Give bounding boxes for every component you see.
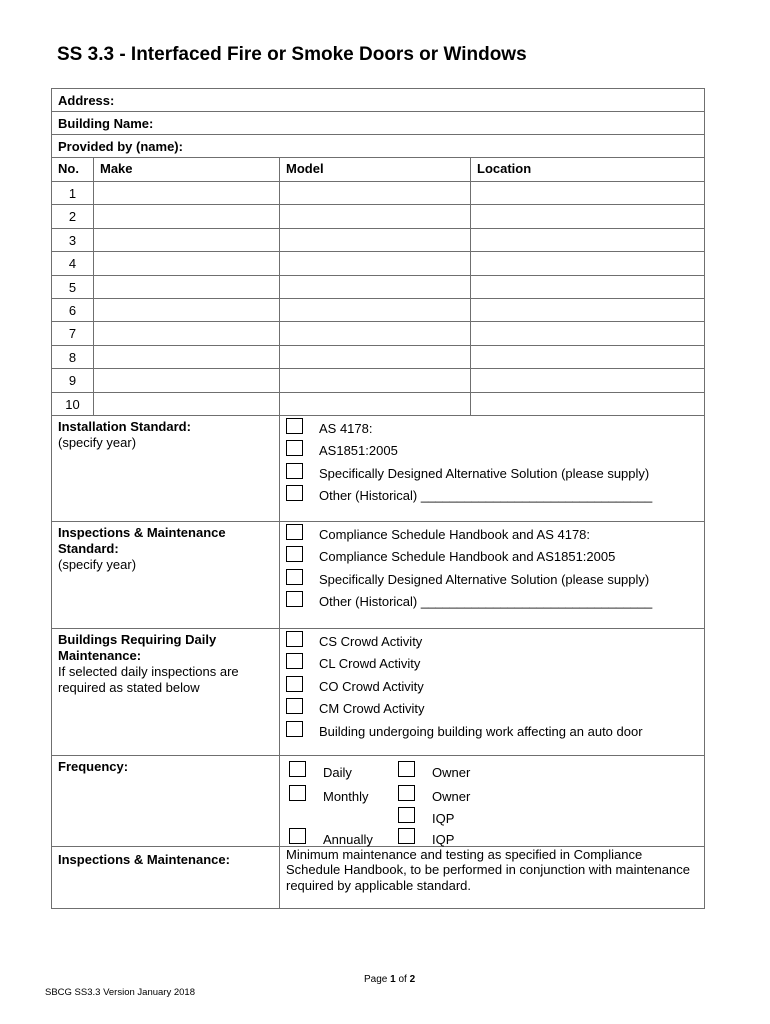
row-number: 1 bbox=[52, 182, 94, 205]
annually-label: Annually bbox=[323, 831, 373, 847]
address-field[interactable] bbox=[52, 89, 705, 112]
building-name-label: Building Name: bbox=[58, 116, 154, 131]
checkbox[interactable] bbox=[286, 440, 303, 456]
maintenance-label-cell bbox=[52, 846, 280, 908]
model-cell[interactable] bbox=[280, 392, 471, 415]
model-cell[interactable] bbox=[280, 298, 471, 321]
table-row bbox=[52, 205, 705, 228]
option-co-crowd[interactable]: CO Crowd Activity bbox=[282, 676, 698, 699]
iqp-monthly-checkbox[interactable] bbox=[398, 807, 415, 823]
option-as4178[interactable]: AS 4178: bbox=[282, 418, 698, 441]
monthly-checkbox[interactable] bbox=[289, 785, 306, 801]
location-cell[interactable] bbox=[471, 228, 705, 251]
option-alternative-solution[interactable]: Specifically Designed Alternative Solution (please supply) bbox=[282, 463, 698, 486]
make-cell[interactable] bbox=[94, 228, 280, 251]
checkbox[interactable] bbox=[286, 485, 303, 501]
frequency-label-cell bbox=[52, 755, 280, 846]
row-number: 5 bbox=[52, 275, 94, 298]
option-handbook-as4178[interactable]: Compliance Schedule Handbook and AS 4178: bbox=[282, 524, 698, 547]
model-cell[interactable] bbox=[280, 228, 471, 251]
maintenance-text: Minimum maintenance and testing as specified in Compliance Schedule Handbook, to be performed in conjunction with maintenance required by applicable standard. bbox=[280, 846, 705, 908]
building-name-field[interactable] bbox=[52, 112, 705, 135]
monthly-label: Monthly bbox=[323, 788, 369, 804]
daily-checkbox[interactable] bbox=[289, 761, 306, 777]
table-row bbox=[52, 298, 705, 321]
inspections-standard-options bbox=[280, 521, 705, 628]
inspections-standard-label-cell bbox=[52, 521, 280, 628]
installation-standard-label-cell bbox=[52, 415, 280, 521]
frequency-label: Frequency: bbox=[58, 758, 129, 774]
make-cell[interactable] bbox=[94, 298, 280, 321]
model-cell[interactable] bbox=[280, 322, 471, 345]
row-number: 8 bbox=[52, 345, 94, 368]
row-number: 3 bbox=[52, 228, 94, 251]
row-number: 9 bbox=[52, 369, 94, 392]
make-cell[interactable] bbox=[94, 392, 280, 415]
make-cell[interactable] bbox=[94, 345, 280, 368]
model-cell[interactable] bbox=[280, 252, 471, 275]
provided-by-label: Provided by (name): bbox=[58, 139, 183, 154]
location-cell[interactable] bbox=[471, 182, 705, 205]
table-row bbox=[52, 182, 705, 205]
checkbox[interactable] bbox=[286, 418, 303, 434]
location-cell[interactable] bbox=[471, 345, 705, 368]
frequency-options bbox=[280, 755, 705, 846]
make-cell[interactable] bbox=[94, 369, 280, 392]
option-other-historical[interactable]: Other (Historical) ________________________________ bbox=[282, 591, 698, 614]
daily-maintenance-options bbox=[280, 628, 705, 755]
row-number: 4 bbox=[52, 252, 94, 275]
model-cell[interactable] bbox=[280, 345, 471, 368]
option-handbook-as1851[interactable]: Compliance Schedule Handbook and AS1851:2005 bbox=[282, 546, 698, 569]
maintenance-label: Inspections & Maintenance: bbox=[58, 851, 230, 867]
checkbox[interactable] bbox=[286, 698, 303, 714]
option-other-historical[interactable]: Other (Historical) ________________________________ bbox=[282, 485, 698, 508]
inspections-standard-sub: (specify year) bbox=[58, 556, 137, 572]
checkbox[interactable] bbox=[286, 653, 303, 669]
page-title: SS 3.3 - Interfaced Fire or Smoke Doors or Windows bbox=[57, 44, 527, 65]
annually-checkbox[interactable] bbox=[289, 828, 306, 844]
table-row bbox=[52, 275, 705, 298]
form-table bbox=[51, 88, 705, 909]
option-building-work[interactable]: Building undergoing building work affecting an auto door bbox=[282, 721, 698, 744]
make-cell[interactable] bbox=[94, 252, 280, 275]
row-number: 10 bbox=[52, 392, 94, 415]
column-header-no: No. bbox=[52, 158, 94, 182]
address-label: Address: bbox=[58, 93, 115, 108]
make-cell[interactable] bbox=[94, 182, 280, 205]
make-cell[interactable] bbox=[94, 205, 280, 228]
iqp-annually-label: IQP bbox=[432, 831, 455, 847]
option-as1851[interactable]: AS1851:2005 bbox=[282, 440, 698, 463]
model-cell[interactable] bbox=[280, 275, 471, 298]
checkbox[interactable] bbox=[286, 721, 303, 737]
daily-maintenance-label-cell bbox=[52, 628, 280, 755]
checkbox[interactable] bbox=[286, 524, 303, 540]
checkbox[interactable] bbox=[286, 463, 303, 479]
owner-monthly-label: Owner bbox=[432, 788, 471, 804]
location-cell[interactable] bbox=[471, 369, 705, 392]
table-row bbox=[52, 322, 705, 345]
location-cell[interactable] bbox=[471, 252, 705, 275]
table-row bbox=[52, 345, 705, 368]
model-cell[interactable] bbox=[280, 369, 471, 392]
installation-standard-label: Installation Standard: bbox=[58, 418, 191, 434]
location-cell[interactable] bbox=[471, 322, 705, 345]
row-number: 2 bbox=[52, 205, 94, 228]
column-header-make: Make bbox=[94, 158, 280, 182]
checkbox[interactable] bbox=[286, 631, 303, 647]
iqp-annually-checkbox[interactable] bbox=[398, 828, 415, 844]
option-cl-crowd[interactable]: CL Crowd Activity bbox=[282, 653, 698, 676]
checkbox[interactable] bbox=[286, 569, 303, 585]
owner-monthly-checkbox[interactable] bbox=[398, 785, 415, 801]
inspections-standard-label: Inspections & Maintenance Standard: bbox=[58, 524, 226, 556]
model-cell[interactable] bbox=[280, 182, 471, 205]
location-cell[interactable] bbox=[471, 298, 705, 321]
checkbox[interactable] bbox=[286, 546, 303, 562]
make-cell[interactable] bbox=[94, 275, 280, 298]
daily-maintenance-label: Buildings Requiring Daily Maintenance: bbox=[58, 631, 217, 663]
checkbox[interactable] bbox=[286, 591, 303, 607]
row-number: 7 bbox=[52, 322, 94, 345]
table-row bbox=[52, 228, 705, 251]
row-number: 6 bbox=[52, 298, 94, 321]
make-cell[interactable] bbox=[94, 322, 280, 345]
option-cm-crowd[interactable]: CM Crowd Activity bbox=[282, 698, 698, 721]
column-header-model: Model bbox=[280, 158, 471, 182]
option-cs-crowd[interactable]: CS Crowd Activity bbox=[282, 631, 698, 654]
option-alternative-solution[interactable]: Specifically Designed Alternative Solution (please supply) bbox=[282, 569, 698, 592]
location-cell[interactable] bbox=[471, 205, 705, 228]
table-row bbox=[52, 369, 705, 392]
owner-daily-checkbox[interactable] bbox=[398, 761, 415, 777]
provided-by-field[interactable] bbox=[52, 135, 705, 158]
owner-daily-label: Owner bbox=[432, 764, 471, 780]
column-header-location: Location bbox=[471, 158, 705, 182]
model-cell[interactable] bbox=[280, 205, 471, 228]
daily-label: Daily bbox=[323, 764, 352, 780]
location-cell[interactable] bbox=[471, 392, 705, 415]
installation-standard-options bbox=[280, 415, 705, 521]
page-number: Page 1 of 2 bbox=[364, 974, 416, 985]
checkbox[interactable] bbox=[286, 676, 303, 692]
table-row bbox=[52, 392, 705, 415]
iqp-monthly-label: IQP bbox=[432, 810, 455, 826]
daily-maintenance-sub: If selected daily inspections are required as stated below bbox=[58, 663, 239, 695]
installation-standard-sub: (specify year) bbox=[58, 434, 137, 450]
location-cell[interactable] bbox=[471, 275, 705, 298]
table-row bbox=[52, 252, 705, 275]
version-footer: SBCG SS3.3 Version January 2018 bbox=[45, 987, 195, 998]
